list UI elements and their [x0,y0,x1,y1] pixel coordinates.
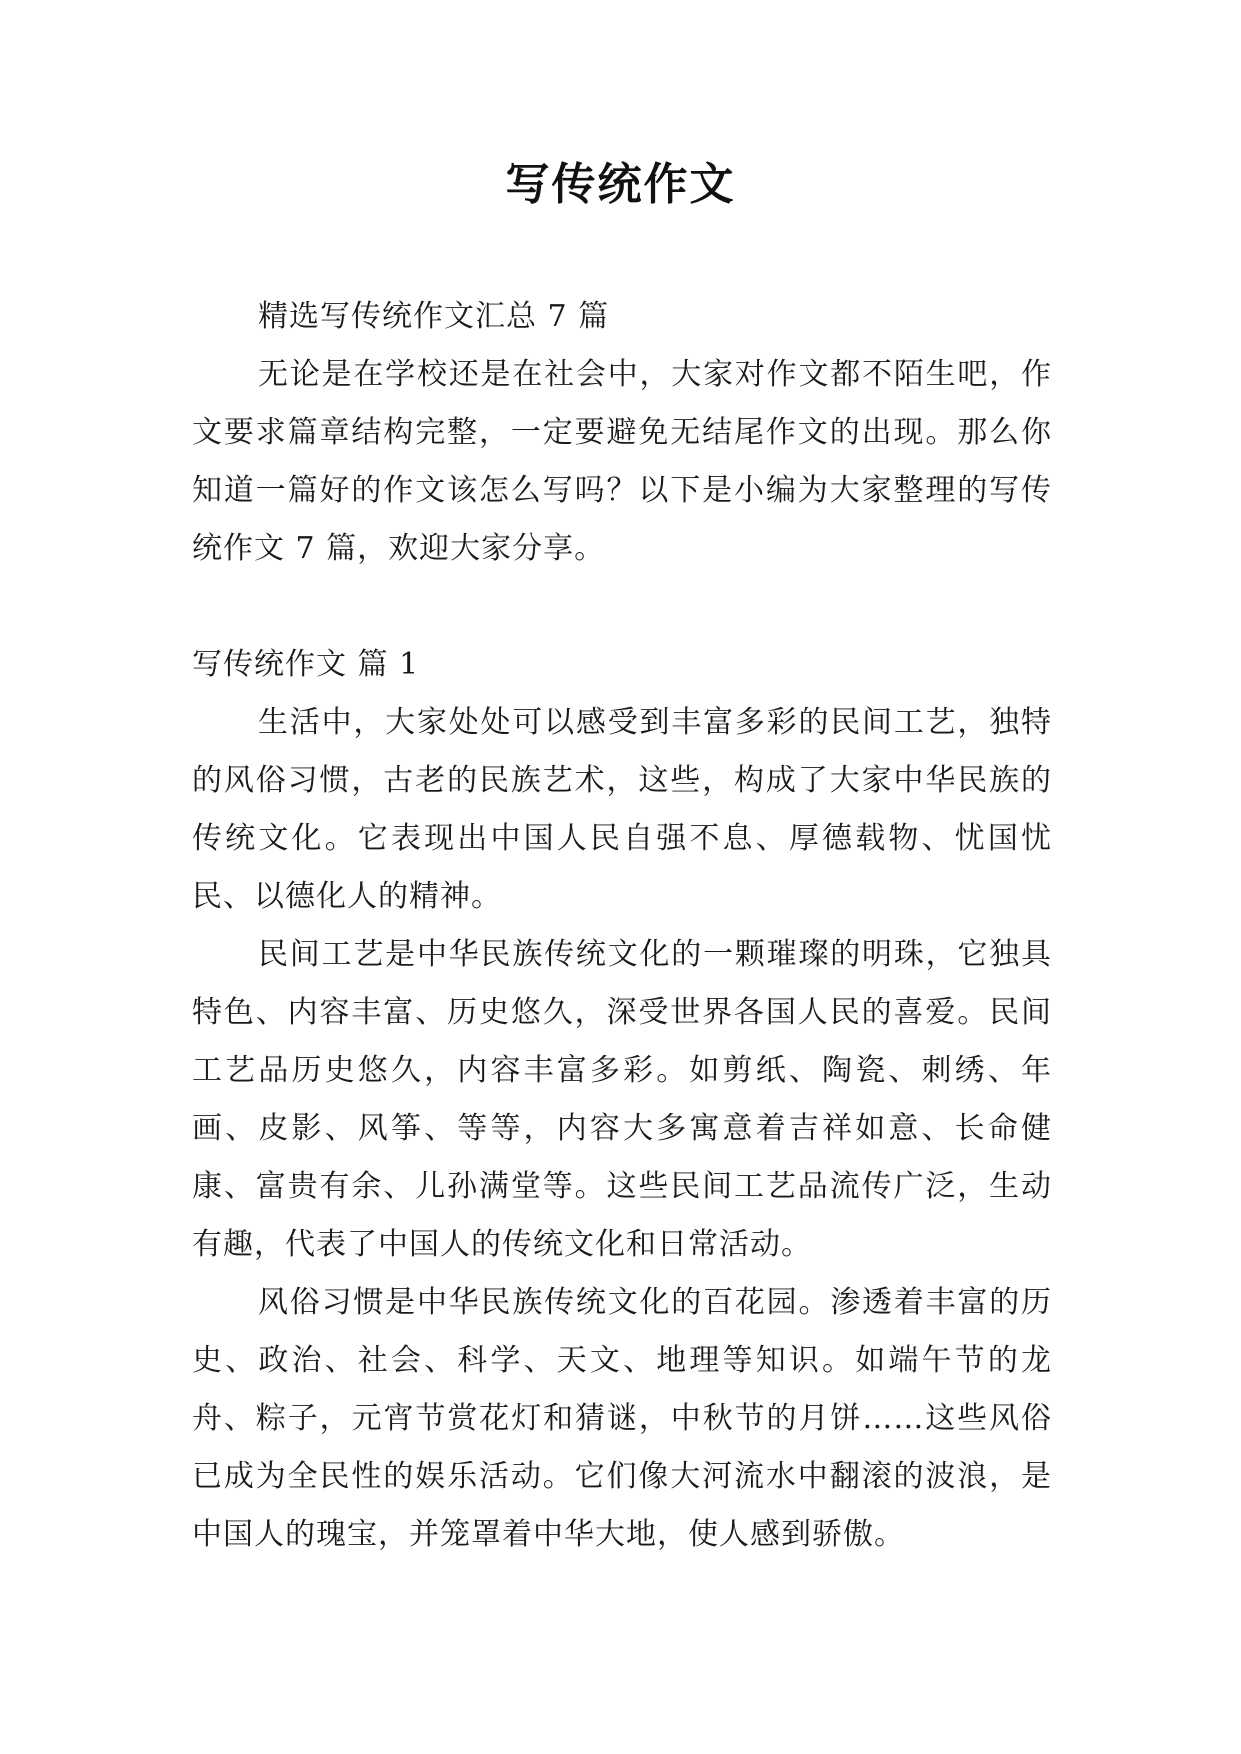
section-spacer [192,578,1052,636]
body-paragraph: 民间工艺是中华民族传统文化的一颗璀璨的明珠，它独具特色、内容丰富、历史悠久，深受世界各国人民的喜爱。民间工艺品历史悠久，内容丰富多彩。如剪纸、陶瓷、刺绣、年画、皮影、风筝、等等，内容大多寓意着吉祥如意、长命健康、富贵有余、儿孙满堂等。这些民间工艺品流传广泛，生动有趣，代表了中国人的传统文化和日常活动。 [192,937,1052,1262]
intro-paragraph: 无论是在学校还是在社会中，大家对作文都不陌生吧，作文要求篇章结构完整，一定要避免无结尾作文的出现。那么你知道一篇好的作文该怎么写吗？以下是小编为大家整理的写传统作文 7 篇，欢迎大家分享。 [192,357,1052,566]
document-title: 写传统作文 [505,159,736,210]
section-heading: 写传统作文 篇 1 [192,647,420,682]
body-paragraph: 生活中，大家处处可以感受到丰富多彩的民间工艺，独特的风俗习惯，古老的民族艺术，这些，构成了大家中华民族的传统文化。它表现出中国人民自强不息、厚德载物、忧国忧民、以德化人的精神。 [192,705,1052,914]
intro-subtitle: 精选写传统作文汇总 7 篇 [258,299,610,334]
document-body [192,288,1052,1564]
body-paragraph: 风俗习惯是中华民族传统文化的百花园。渗透着丰富的历史、政治、社会、科学、天文、地理等知识。如端午节的龙舟、粽子，元宵节赏花灯和猜谜，中秋节的月饼……这些风俗已成为全民性的娱乐活动。它们像大河流水中翻滚的波浪，是中国人的瑰宝，并笼罩着中华大地，使人感到骄傲。 [192,1285,1052,1552]
